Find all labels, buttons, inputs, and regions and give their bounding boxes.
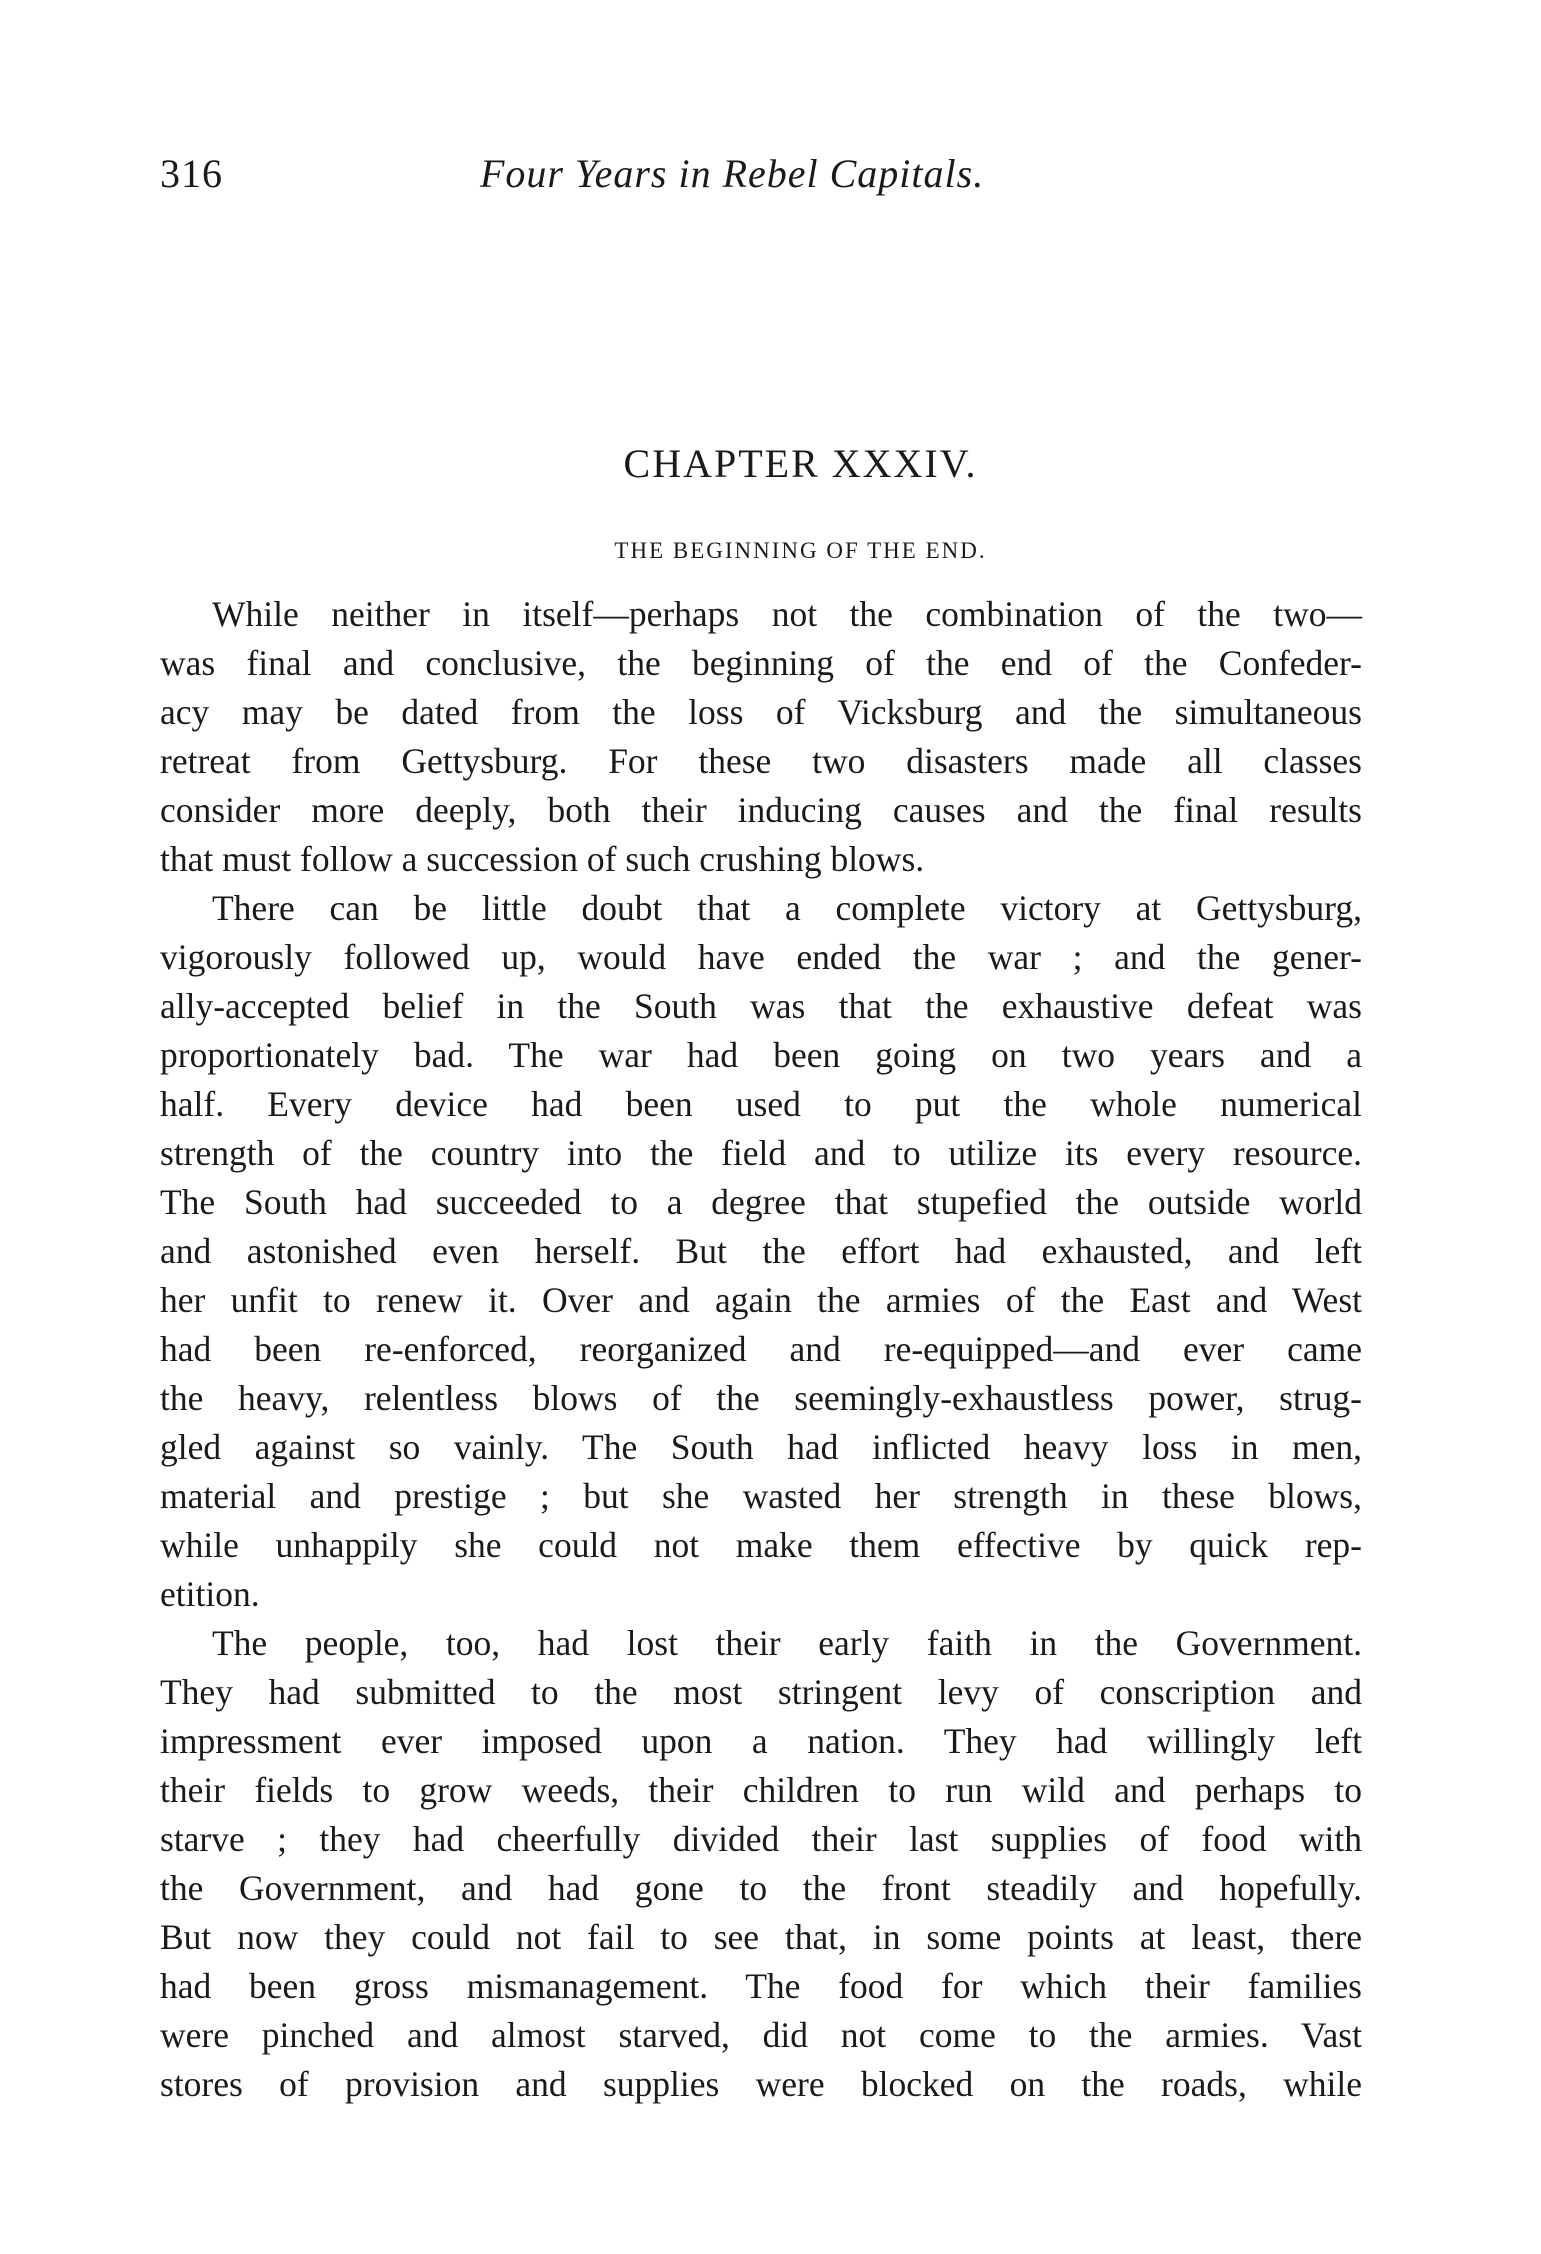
text-line: their fields to grow weeds, their children to run wild and perhaps to (160, 1770, 1362, 1810)
text-line: vigorously followed up, would have ended the war ; and the gener- (160, 937, 1362, 977)
text-line: strength of the country into the field and to utilize its every resource. (160, 1133, 1362, 1173)
chapter-title: CHAPTER XXXIV. (623, 441, 978, 486)
text-line: stores of provision and supplies were blocked on the roads, while (160, 2064, 1362, 2104)
text-line: starve ; they had cheerfully divided their last supplies of food with (160, 1819, 1362, 1859)
text-line: impressment ever imposed upon a nation. They had willingly left (160, 1721, 1362, 1761)
text-line: The South had succeeded to a degree that stupefied the outside world (160, 1182, 1362, 1222)
text-line: half. Every device had been used to put the whole numerical (160, 1084, 1362, 1124)
text-line: They had submitted to the most stringent levy of conscription and (160, 1672, 1362, 1712)
text-line: retreat from Gettysburg. For these two disasters made all classes (160, 741, 1362, 781)
text-line: There can be little doubt that a complete victory at Gettysburg, (212, 888, 1362, 928)
text-line: and astonished even herself. But the effort had exhausted, and left (160, 1231, 1362, 1271)
text-line: material and prestige ; but she wasted her strength in these blows, (160, 1476, 1362, 1516)
text-line: while unhappily she could not make them effective by quick rep- (160, 1525, 1362, 1565)
text-line: were pinched and almost starved, did not come to the armies. Vast (160, 2015, 1362, 2055)
text-line: etition. (160, 1574, 260, 1614)
text-line: the heavy, relentless blows of the seemingly-exhaustless power, strug- (160, 1378, 1362, 1418)
chapter-subtitle: THE BEGINNING OF THE END. (614, 538, 987, 563)
text-line: was final and conclusive, the beginning of the end of the Confeder- (160, 643, 1362, 683)
text-line: had been re-enforced, reorganized and re-equipped—and ever came (160, 1329, 1362, 1369)
text-line: While neither in itself—perhaps not the combination of the two— (212, 594, 1362, 634)
page-number: 316 (160, 151, 223, 196)
text-line: The people, too, had lost their early faith in the Government. (212, 1623, 1362, 1663)
running-title: Four Years in Rebel Capitals. (480, 151, 985, 196)
text-line: acy may be dated from the loss of Vicksburg and the simultaneous (160, 692, 1362, 732)
text-line: that must follow a succession of such crushing blows. (160, 839, 925, 879)
text-line: her unfit to renew it. Over and again the armies of the East and West (160, 1280, 1362, 1320)
text-line: gled against so vainly. The South had inflicted heavy loss in men, (160, 1427, 1362, 1467)
running-head (160, 150, 1360, 210)
text-line: the Government, and had gone to the front steadily and hopefully. (160, 1868, 1362, 1908)
text-line: proportionately bad. The war had been going on two years and a (160, 1035, 1362, 1075)
text-line: had been gross mismanagement. The food for which their families (160, 1966, 1362, 2006)
body-text (160, 590, 1362, 2109)
text-line: consider more deeply, both their inducing causes and the final results (160, 790, 1362, 830)
text-line: But now they could not fail to see that, in some points at least, there (160, 1917, 1362, 1957)
text-line: ally-accepted belief in the South was that the exhaustive defeat was (160, 986, 1362, 1026)
